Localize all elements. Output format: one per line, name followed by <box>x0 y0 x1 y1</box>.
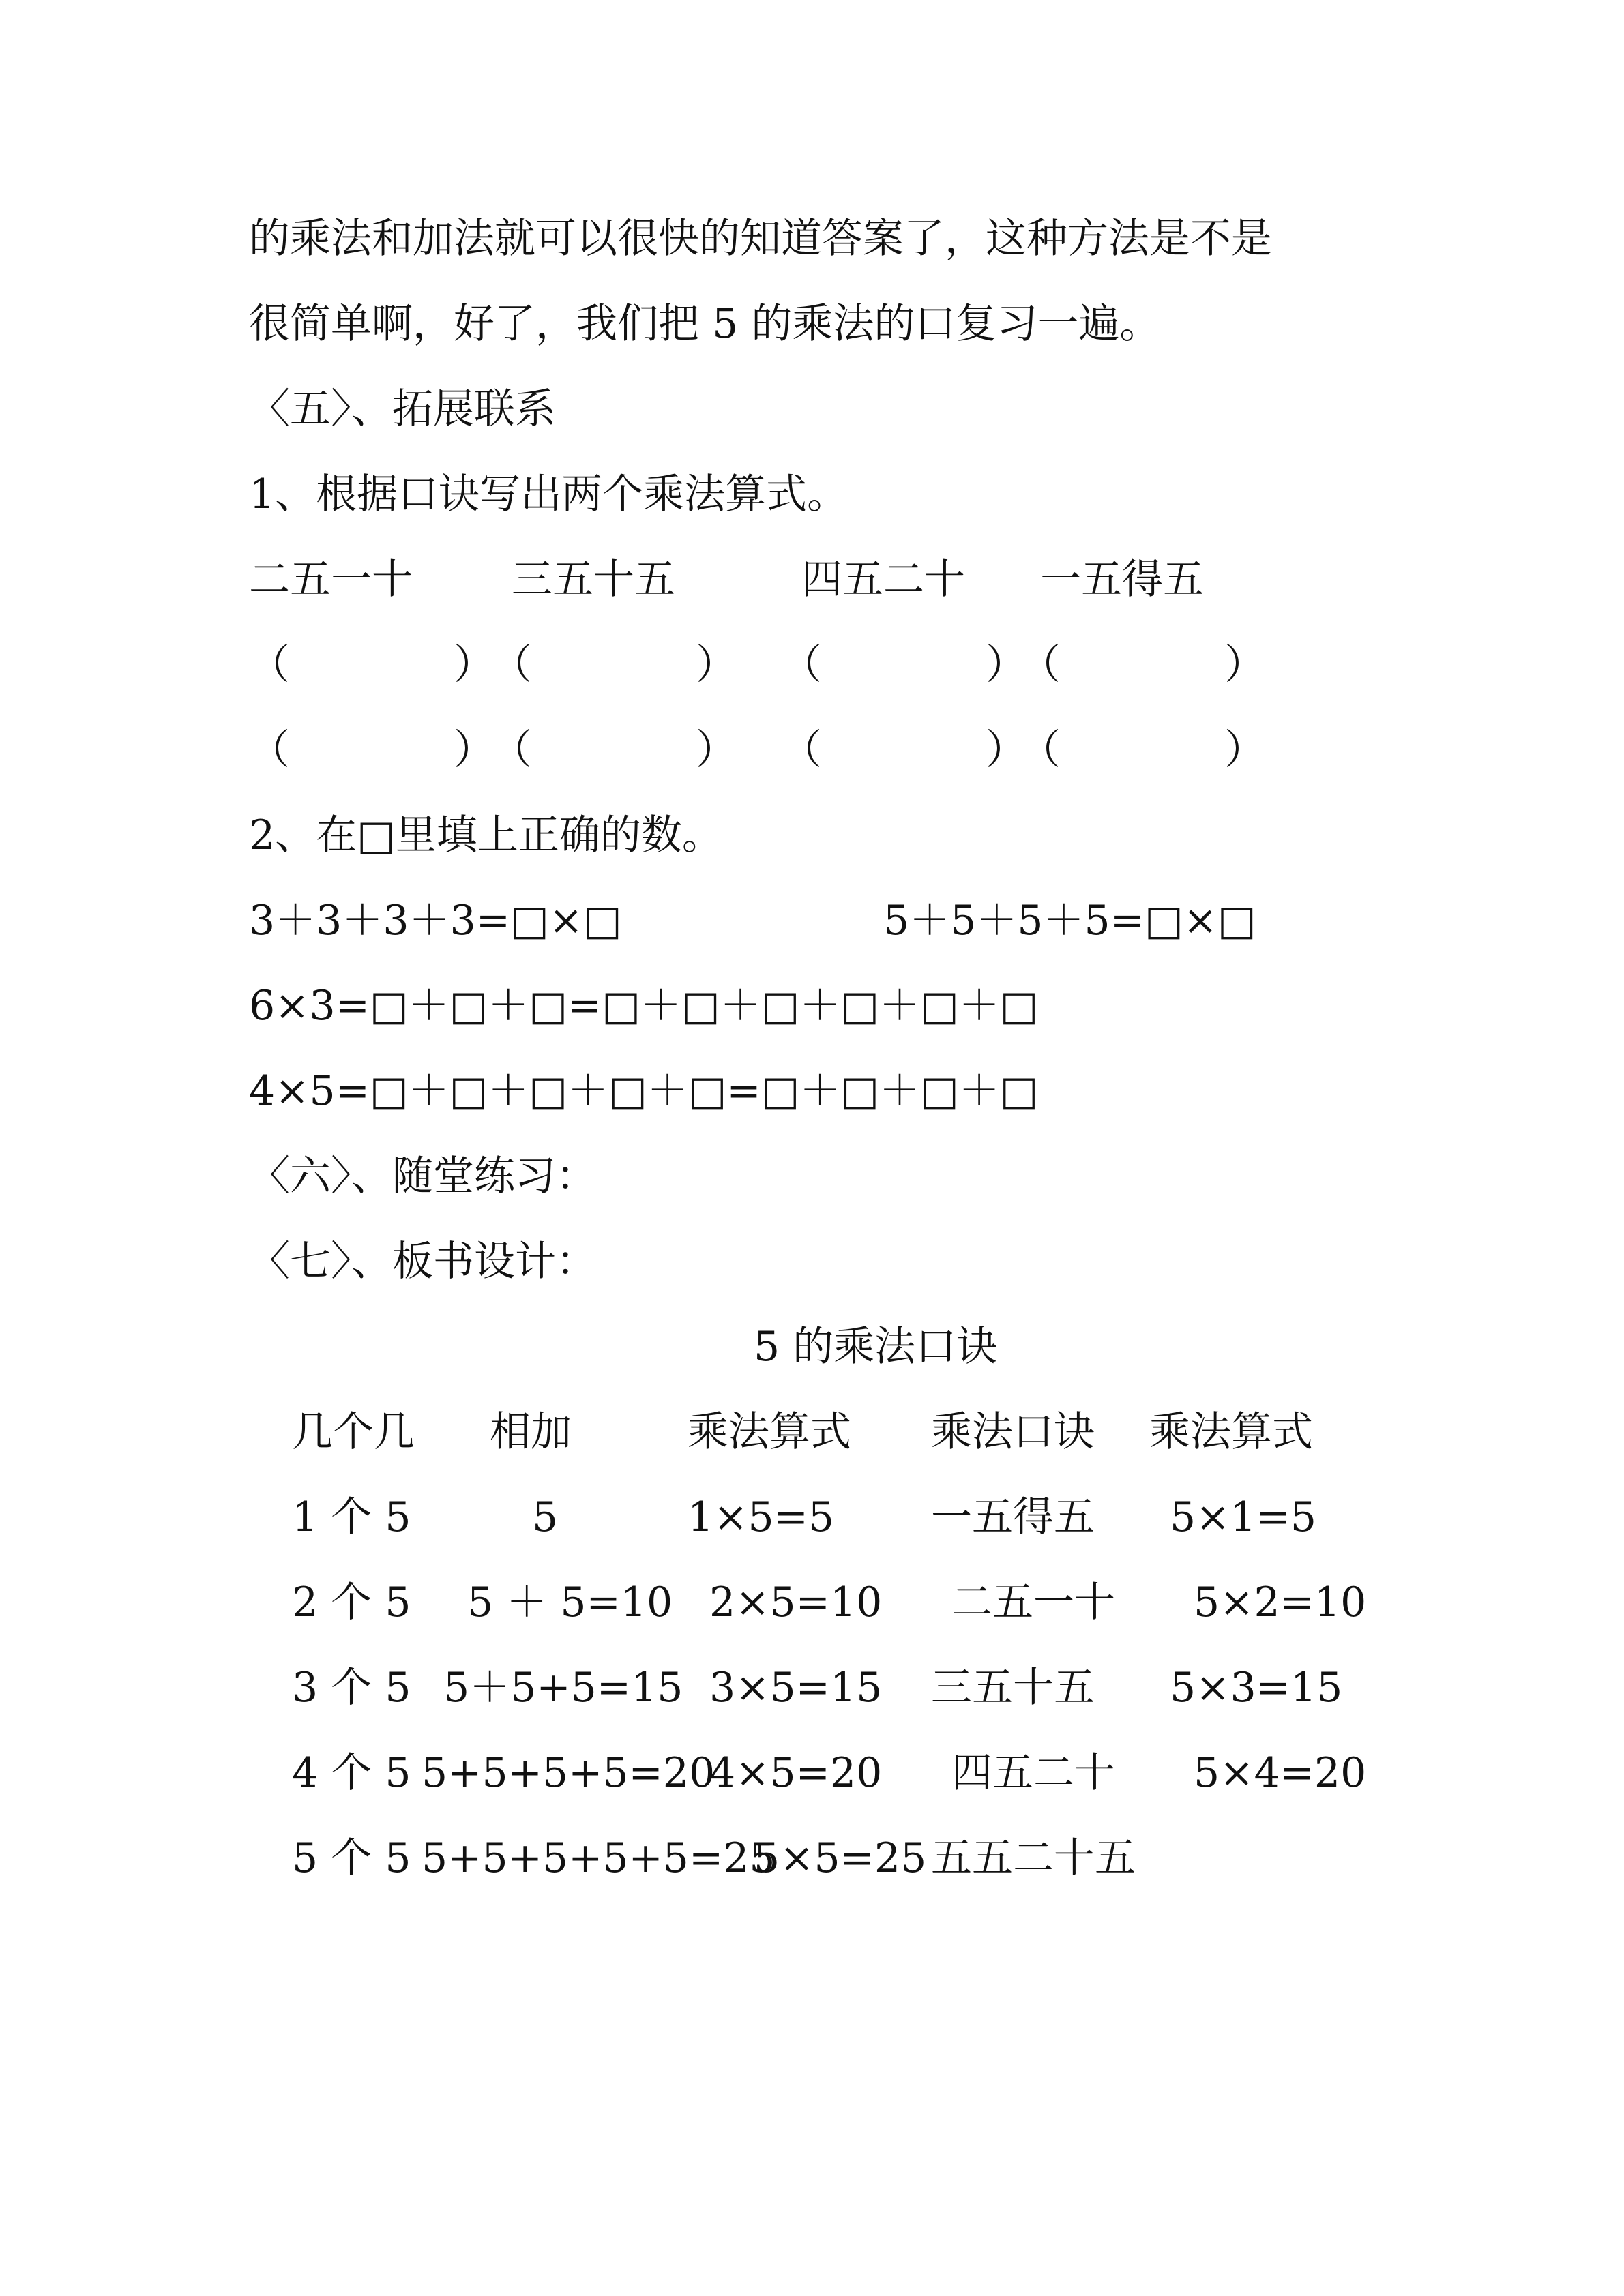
table-header: 乘法算式 <box>688 1408 851 1456</box>
rhyme-3: 四五二十 <box>801 556 965 603</box>
table-cell: 5 <box>532 1493 559 1541</box>
table-cell: 5 ＋ 5=10 <box>467 1579 673 1626</box>
table-cell: 2×5=10 <box>709 1579 883 1626</box>
table-cell: 4×5=20 <box>709 1749 883 1797</box>
section-6-heading: 〈六〉、随堂练习： <box>249 1152 597 1200</box>
table-cell: 三五十五 <box>931 1664 1095 1712</box>
rhyme-1: 二五一十 <box>249 556 413 603</box>
question-2-title: 2、在□里填上正确的数。 <box>249 811 723 859</box>
table-cell: 5 个 5 <box>292 1834 411 1882</box>
table-cell: 5×2=10 <box>1194 1579 1367 1626</box>
table-cell: 五五二十五 <box>931 1834 1136 1882</box>
table-cell: 1 个 5 <box>292 1493 411 1541</box>
table-cell: 5×1=5 <box>1170 1493 1317 1541</box>
answer-blank[interactable]: （ ） <box>491 726 737 774</box>
section-5-heading: 〈五〉、拓展联系 <box>249 385 556 433</box>
table-header: 几个几 <box>292 1408 415 1456</box>
table-cell: 四五二十 <box>951 1749 1115 1797</box>
fill-expression: 5＋5＋5＋5=□×□ <box>883 897 1256 944</box>
answer-blank[interactable]: （ ） <box>249 726 494 774</box>
table-cell: 二五一十 <box>951 1579 1115 1626</box>
answer-blank[interactable]: （ ） <box>491 641 737 689</box>
table-header: 相加 <box>490 1408 572 1456</box>
fill-expression: 4×5=□＋□＋□＋□＋□=□＋□＋□＋□ <box>249 1067 1039 1115</box>
table-cell: 5×4=20 <box>1194 1749 1367 1797</box>
table-cell: 5×3=15 <box>1170 1664 1343 1712</box>
table-header: 乘法口诀 <box>931 1408 1095 1456</box>
table-cell: 5+5+5+5+5=25 <box>422 1834 776 1882</box>
table-cell: 1×5=5 <box>688 1493 835 1541</box>
answer-blank[interactable]: （ ） <box>781 641 1027 689</box>
fill-expression: 6×3=□＋□＋□=□＋□＋□＋□＋□＋□ <box>249 982 1039 1030</box>
rhyme-2: 三五十五 <box>512 556 675 603</box>
table-cell: 2 个 5 <box>292 1579 411 1626</box>
paragraph-line-2: 很简单啊，好了，我们把 5 的乘法的口复习一遍。 <box>249 300 1161 348</box>
answer-blank[interactable]: （ ） <box>249 641 494 689</box>
answer-blank[interactable]: （ ） <box>1020 726 1265 774</box>
table-cell: 一五得五 <box>931 1493 1095 1541</box>
table-cell: 5+5+5+5=20 <box>422 1749 715 1797</box>
rhyme-4: 一五得五 <box>1040 556 1204 603</box>
table-header: 乘法算式 <box>1149 1408 1313 1456</box>
paragraph-line-1: 的乘法和加法就可以很快的知道答案了，这种方法是不是 <box>249 215 1272 263</box>
table-cell: 5＋5+5=15 <box>443 1664 683 1712</box>
answer-blank[interactable]: （ ） <box>1020 641 1265 689</box>
fill-expression: 3＋3＋3＋3=□×□ <box>249 897 622 944</box>
table-cell: 5×5=25 <box>754 1834 927 1882</box>
table-cell: 4 个 5 <box>292 1749 411 1797</box>
section-7-heading: 〈七〉、板书设计： <box>249 1238 597 1285</box>
answer-blank[interactable]: （ ） <box>781 726 1027 774</box>
table-cell: 3 个 5 <box>292 1664 411 1712</box>
question-1-title: 1、根据口诀写出两个乘法算式。 <box>249 471 848 518</box>
table-cell: 3×5=15 <box>709 1664 883 1712</box>
board-title: 5 的乘法口诀 <box>754 1323 998 1371</box>
